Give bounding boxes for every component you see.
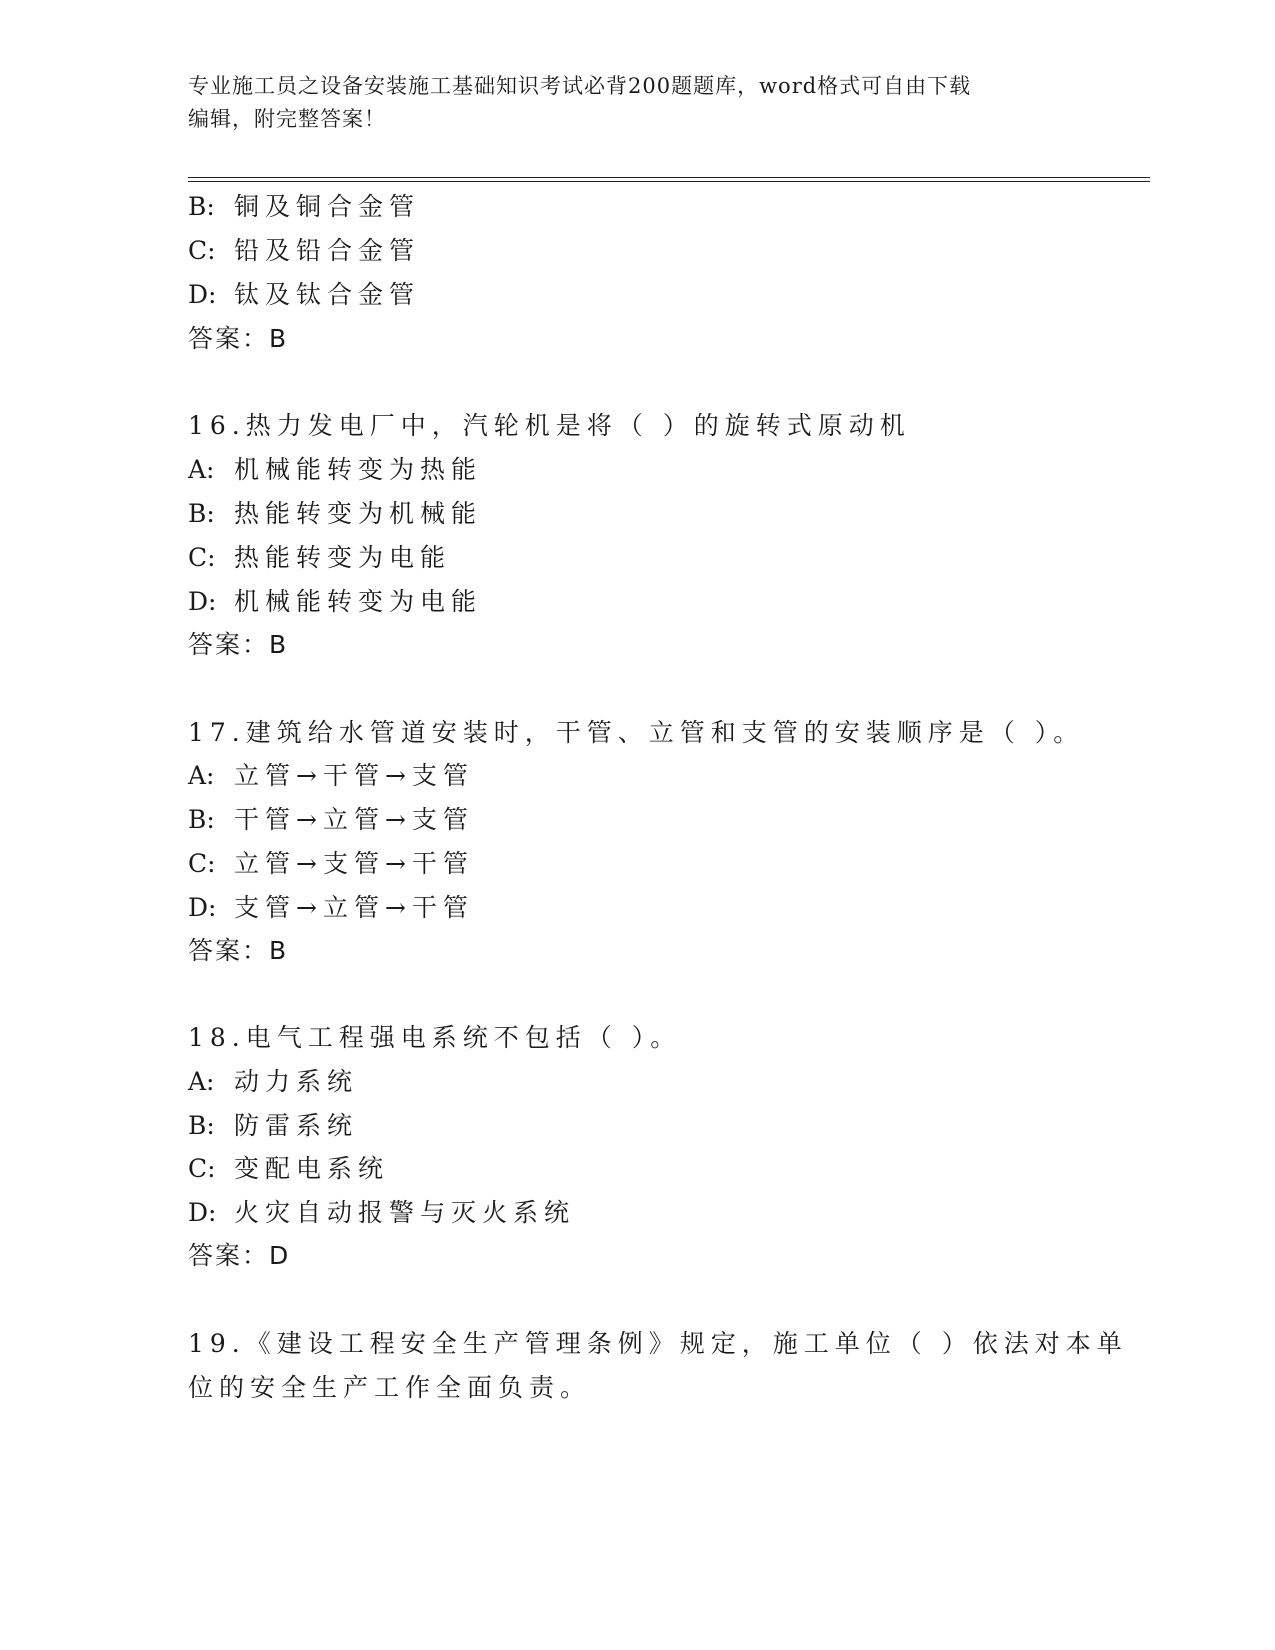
header-line-2: 编辑，附完整答案！ bbox=[188, 107, 386, 131]
option-key: B: bbox=[188, 192, 215, 221]
option-text: 支管→立管→干管 bbox=[234, 893, 474, 922]
q18-answer: 答案：D bbox=[188, 1241, 291, 1270]
q17-option-b bbox=[188, 803, 474, 837]
option-key: B: bbox=[188, 1111, 215, 1140]
option-key: C: bbox=[188, 849, 216, 878]
q16-answer: 答案：B bbox=[188, 630, 289, 659]
option-text: 铜及铜合金管 bbox=[234, 192, 421, 221]
option-key: B: bbox=[188, 499, 215, 528]
option-key: D: bbox=[188, 1198, 217, 1227]
header-line-1: 专业施工员之设备安装施工基础知识考试必背200题题库，word格式可自由下载 bbox=[188, 74, 972, 98]
q16-option-b bbox=[188, 497, 482, 531]
q17-option-c bbox=[188, 847, 474, 881]
q18-option-b bbox=[188, 1109, 358, 1143]
option-text: 机械能转变为电能 bbox=[234, 587, 483, 616]
option-key: D: bbox=[188, 587, 217, 616]
option-key: C: bbox=[188, 236, 216, 265]
q19-question-line-2: 位的安全生产工作全面负责。 bbox=[188, 1373, 592, 1402]
option-key: B: bbox=[188, 805, 215, 834]
option-text: 动力系统 bbox=[234, 1067, 359, 1096]
option-text: 变配电系统 bbox=[234, 1154, 390, 1183]
option-key: A: bbox=[188, 761, 215, 790]
q15-option-d bbox=[188, 278, 420, 312]
q18-option-a bbox=[188, 1065, 358, 1099]
document-header bbox=[188, 70, 1068, 136]
option-text: 热能转变为电能 bbox=[234, 543, 452, 572]
q18-option-c bbox=[188, 1152, 389, 1186]
option-key: C: bbox=[188, 543, 216, 572]
option-text: 机械能转变为热能 bbox=[234, 455, 483, 484]
q17-option-d bbox=[188, 891, 474, 925]
option-text: 干管→立管→支管 bbox=[234, 805, 474, 834]
header-divider-bottom bbox=[188, 181, 1150, 182]
q17-question: 17.建筑给水管道安装时，干管、立管和支管的安装顺序是（ ）。 bbox=[188, 718, 1085, 747]
q15-option-b bbox=[188, 190, 420, 224]
option-key: C: bbox=[188, 1154, 216, 1183]
q16-option-a bbox=[188, 453, 482, 487]
option-key: D: bbox=[188, 893, 217, 922]
option-key: A: bbox=[188, 455, 215, 484]
q16-option-d bbox=[188, 585, 482, 619]
q18-option-d bbox=[188, 1196, 575, 1230]
q19-question-line-1: 19.《建设工程安全生产管理条例》规定，施工单位（ ）依法对本单 bbox=[188, 1329, 1128, 1358]
option-text: 钛及钛合金管 bbox=[234, 280, 421, 309]
option-text: 立管→干管→支管 bbox=[234, 761, 474, 790]
option-text: 热能转变为机械能 bbox=[234, 499, 483, 528]
q16-option-c bbox=[188, 541, 451, 575]
q18-question: 18.电气工程强电系统不包括（ ）。 bbox=[188, 1023, 682, 1052]
option-key: A: bbox=[188, 1067, 215, 1096]
q15-answer: 答案：B bbox=[188, 324, 289, 353]
option-key: D: bbox=[188, 280, 217, 309]
q15-option-c bbox=[188, 234, 420, 268]
q16-question: 16.热力发电厂中，汽轮机是将（ ）的旋转式原动机 bbox=[188, 411, 911, 440]
option-text: 火灾自动报警与灭火系统 bbox=[234, 1198, 576, 1227]
q17-answer: 答案：B bbox=[188, 936, 289, 965]
option-text: 立管→支管→干管 bbox=[234, 849, 474, 878]
q17-option-a bbox=[188, 759, 474, 793]
option-text: 防雷系统 bbox=[234, 1111, 359, 1140]
header-divider-top bbox=[188, 177, 1150, 178]
option-text: 铅及铅合金管 bbox=[234, 236, 421, 265]
